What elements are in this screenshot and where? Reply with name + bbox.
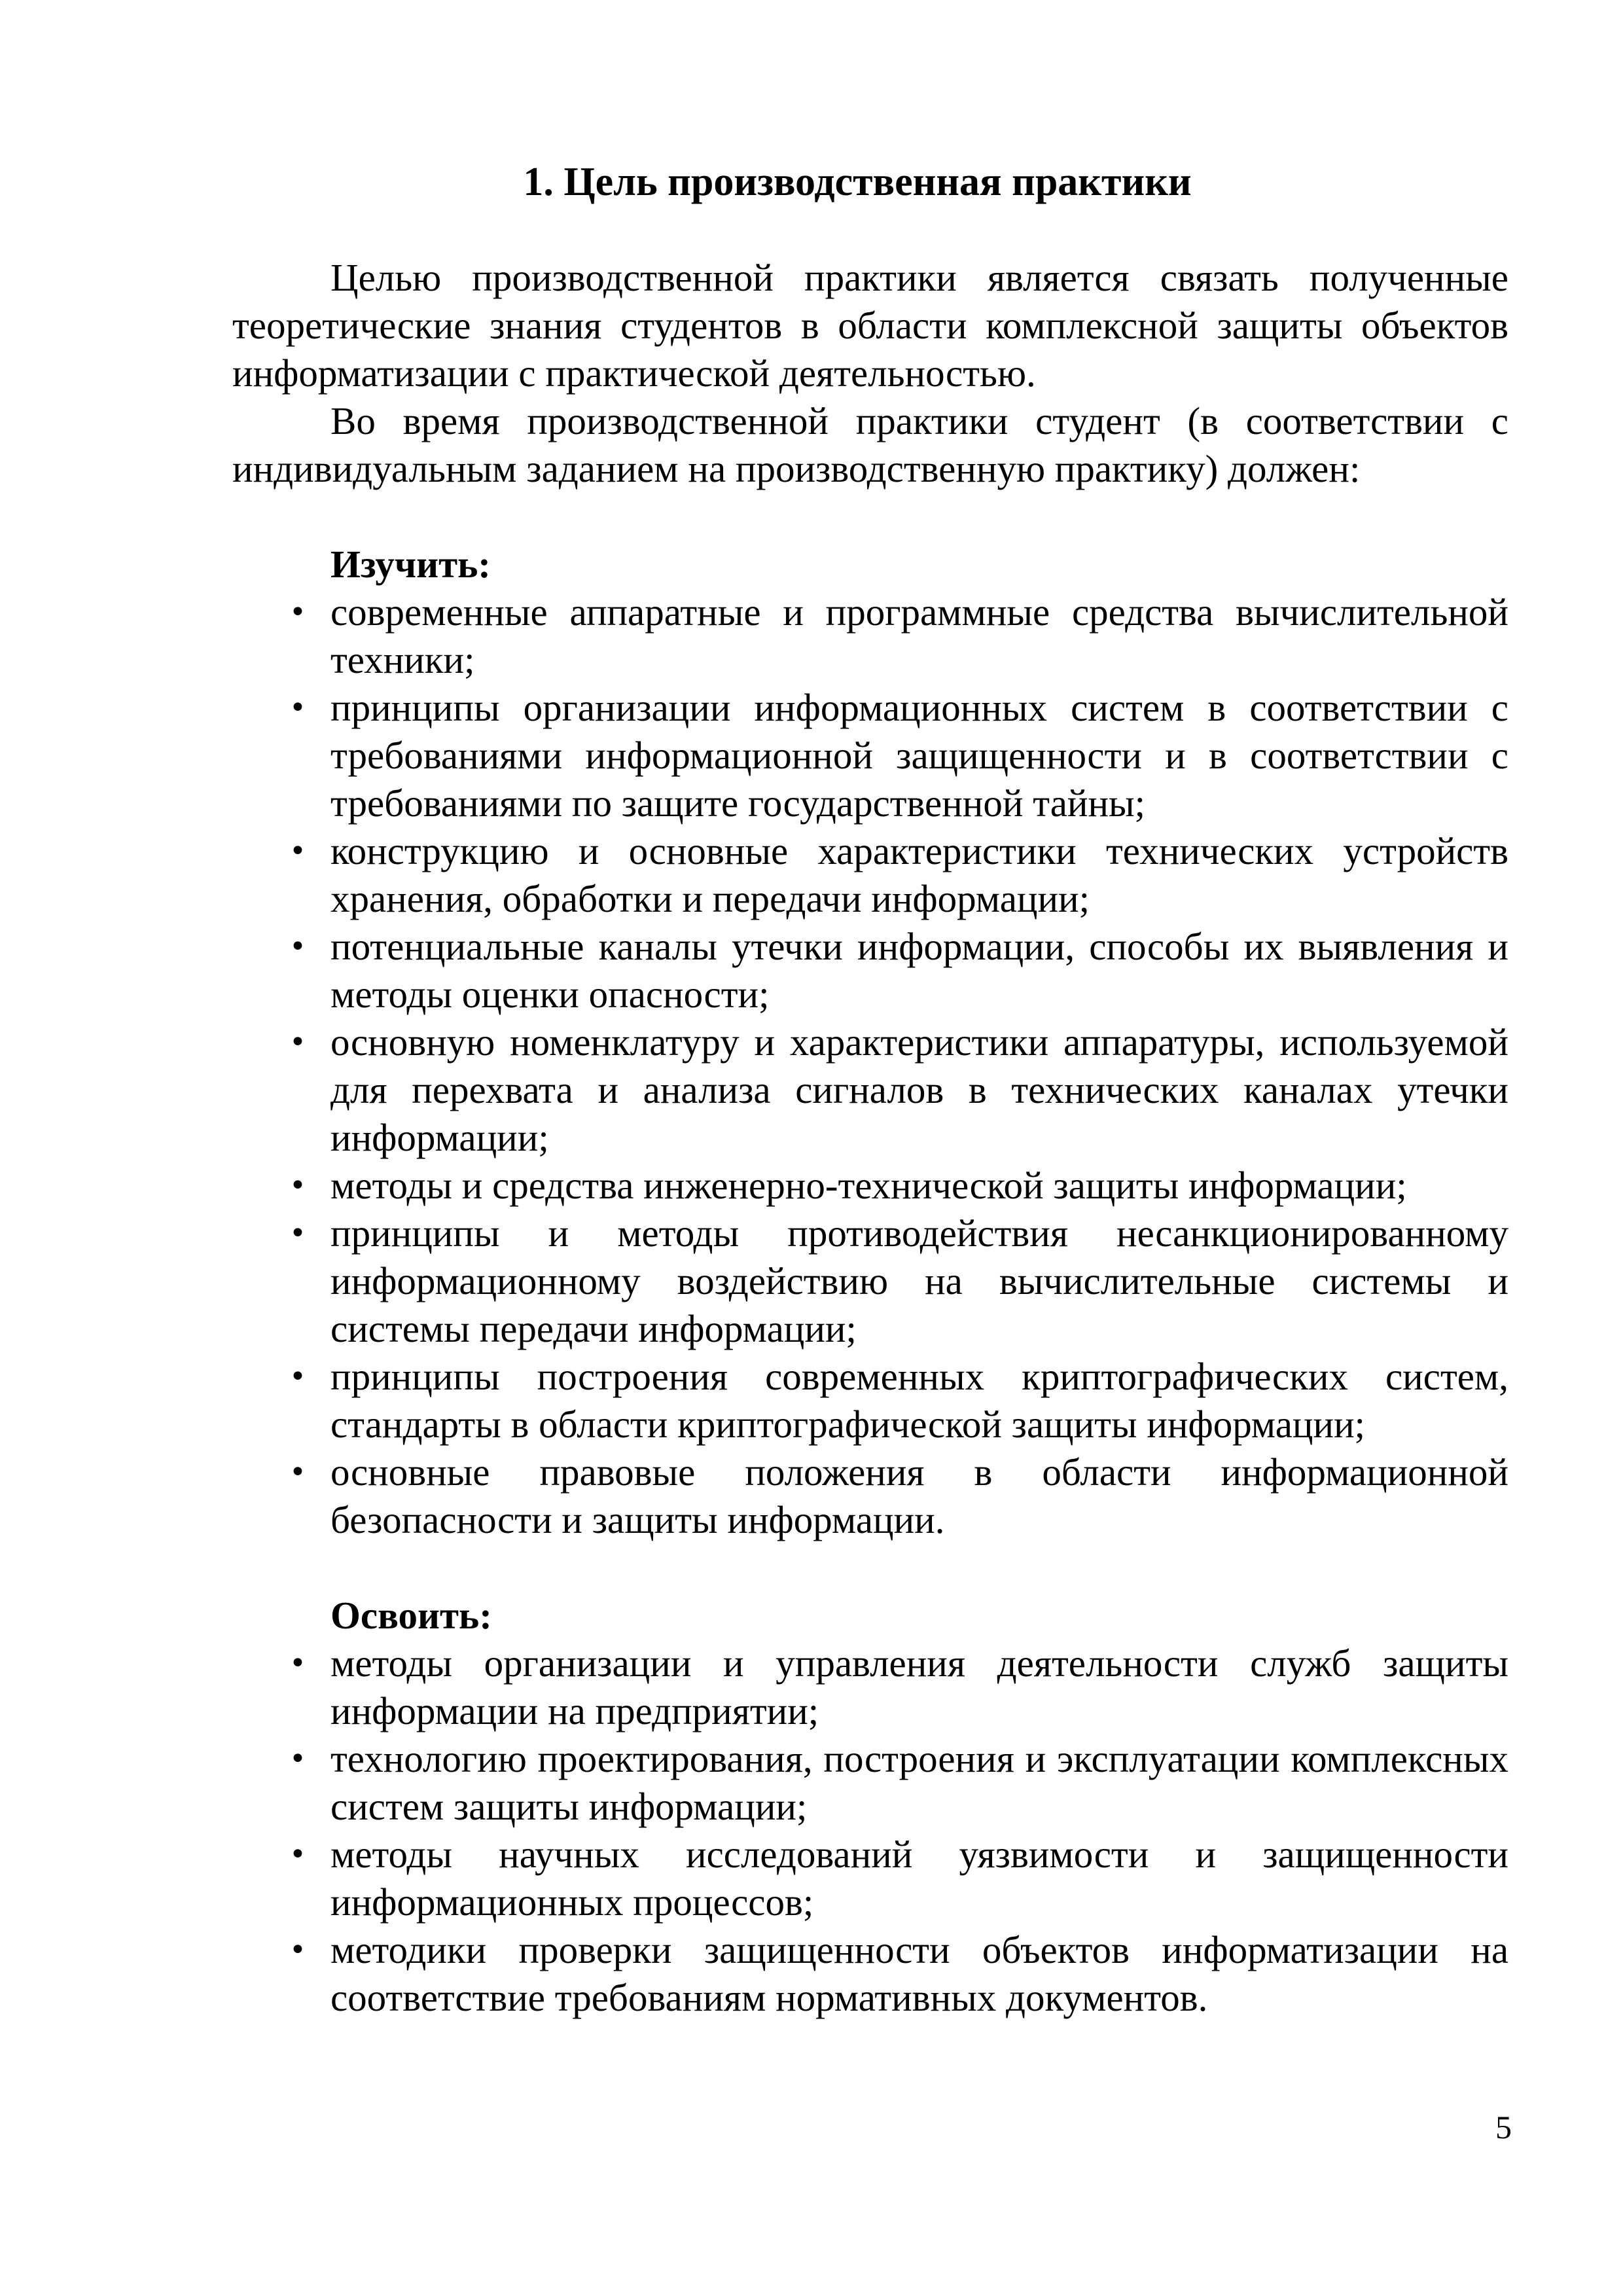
bullet-icon: • (289, 1456, 306, 1489)
list-item-text: потенциальные каналы утечки информации, способы их выявления и методы оценки опасности; (330, 925, 1508, 1016)
study-section-title: Изучить: (330, 543, 491, 586)
list-item-text: современные аппаратные и программные средства вычислительной техники; (330, 590, 1508, 681)
list-item (232, 1831, 1508, 1926)
bullet-icon: • (289, 930, 306, 963)
list-item (232, 827, 1508, 923)
list-item (232, 1018, 1508, 1162)
bullet-icon: • (289, 1026, 306, 1059)
section-heading: 1. Цель производственная практики (523, 160, 1192, 204)
intro-paragraph: Целью производственной практики является связать полученные теоретические знания студентов в области комплексной защиты объектов информатизации с практической деятельностью. (232, 256, 1508, 395)
list-item (232, 1448, 1508, 1544)
bullet-icon: • (289, 1742, 306, 1776)
bullet-icon: • (289, 1169, 306, 1202)
list-item-text: принципы и методы противодействия несанкционированному информационному воздействию на вычислительные системы и системы передачи информации; (330, 1211, 1508, 1350)
bullet-icon: • (289, 1360, 306, 1393)
list-item-text: принципы организации информационных систем в соответствии с требованиями информационной защищенности и в соответствии с требованиями по защите государственной тайны; (330, 686, 1508, 825)
list-item (232, 1162, 1508, 1210)
list-item (232, 1735, 1508, 1831)
bullet-icon: • (289, 834, 306, 868)
list-item-text: методы и средства инженерно-технической защиты информации; (330, 1164, 1407, 1207)
intro-paragraph: Во время производственной практики студент (в соответствии с индивидуальным заданием на производственную практику) должен: (232, 399, 1508, 490)
list-item-text: технологию проектирования, построения и эксплуатации комплексных систем защиты информации; (330, 1737, 1508, 1828)
master-section-title: Освоить: (330, 1594, 492, 1637)
bullet-icon: • (289, 1838, 306, 1871)
list-item (232, 923, 1508, 1018)
list-item (232, 1353, 1508, 1448)
bullet-icon: • (289, 1217, 306, 1250)
list-item-text: основные правовые положения в области информационной безопасности и защиты информации. (330, 1450, 1508, 1541)
bullet-icon: • (289, 691, 306, 725)
study-list (232, 588, 1508, 1544)
list-item-text: конструкцию и основные характеристики технических устройств хранения, обработки и передачи информации; (330, 829, 1508, 920)
spacer (232, 1544, 1508, 1592)
list-item-text: методики проверки защищенности объектов информатизации на соответствие требованиям нормативных документов. (330, 1928, 1508, 2019)
spacer (232, 493, 1508, 541)
list-item (232, 684, 1508, 827)
list-item (232, 588, 1508, 684)
bullet-icon: • (289, 1933, 306, 1967)
bullet-icon: • (289, 1647, 306, 1680)
list-item-text: принципы построения современных криптографических систем, стандарты в области криптографической защиты информации; (330, 1355, 1508, 1446)
master-list (232, 1640, 1508, 2022)
bullet-icon: • (289, 596, 306, 629)
list-item-text: основную номенклатуру и характеристики аппаратуры, используемой для перехвата и анализа сигналов в технических каналах утечки информации; (330, 1020, 1508, 1159)
list-item-text: методы организации и управления деятельности служб защиты информации на предприятии; (330, 1641, 1508, 1732)
list-item (232, 1926, 1508, 2022)
list-item (232, 1210, 1508, 1353)
document-body (232, 254, 1508, 2022)
list-item (232, 1640, 1508, 1735)
list-item-text: методы научных исследований уязвимости и защищенности информационных процессов; (330, 1833, 1508, 1924)
page-number: 5 (1495, 2109, 1512, 2145)
